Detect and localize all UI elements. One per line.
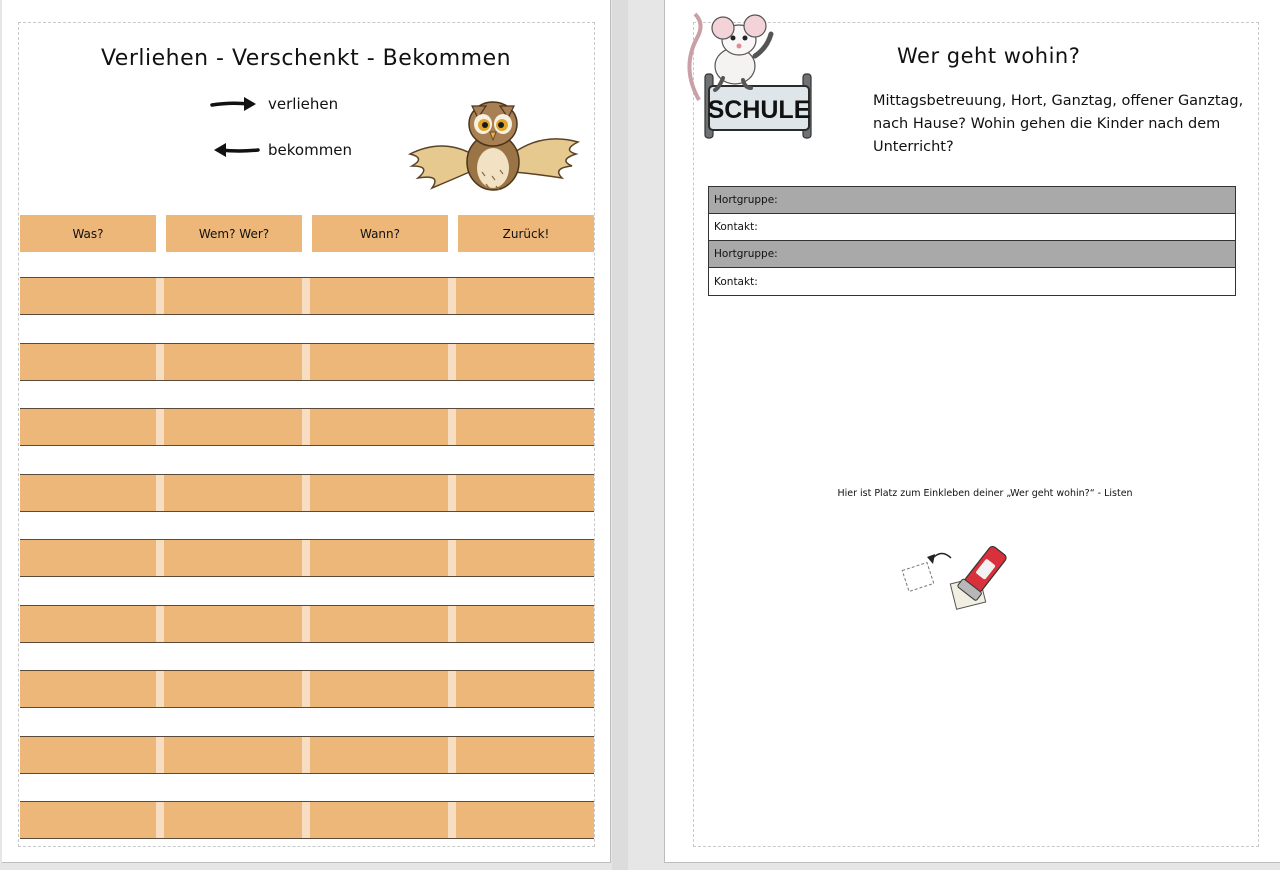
contact-row-group: Hortgruppe: <box>709 241 1235 268</box>
column-divider <box>156 540 164 576</box>
table-row[interactable] <box>20 736 594 774</box>
page-title: Wer geht wohin? <box>897 44 1081 68</box>
column-header-returned: Zurück! <box>458 215 594 252</box>
column-divider <box>448 802 456 838</box>
column-divider <box>156 737 164 773</box>
table-row[interactable] <box>20 801 594 839</box>
page-gap <box>612 0 628 870</box>
column-divider <box>156 802 164 838</box>
column-divider <box>302 606 310 642</box>
column-divider <box>302 409 310 445</box>
contact-row-contact: Kontakt: <box>714 275 758 288</box>
legend-lent-label: verliehen <box>268 95 339 113</box>
column-divider <box>156 344 164 380</box>
table-row[interactable] <box>20 605 594 643</box>
table-row[interactable] <box>20 474 594 512</box>
column-divider <box>302 475 310 511</box>
column-divider <box>448 409 456 445</box>
column-divider <box>448 344 456 380</box>
sign-text: SCHULE <box>707 96 811 124</box>
column-divider <box>302 737 310 773</box>
column-divider <box>448 475 456 511</box>
legend-received <box>210 138 352 162</box>
mouse-school-sign-illustration <box>675 8 825 148</box>
glue-stick-icon <box>897 540 1017 620</box>
column-divider <box>448 540 456 576</box>
column-divider <box>448 737 456 773</box>
column-divider <box>156 475 164 511</box>
column-divider <box>302 671 310 707</box>
table-row[interactable] <box>20 343 594 381</box>
glue-note: Hier ist Platz zum Einkleben deiner „Wer geht wohin?“ - Listen <box>837 488 1133 499</box>
column-divider <box>448 278 456 314</box>
intro-text: Mittagsbetreuung, Hort, Ganztag, offener Ganztag, nach Hause? Wohin gehen die Kinder nach dem Unterricht? <box>873 93 1244 155</box>
arrow-left-icon <box>210 140 260 160</box>
worksheet-page-who-goes-where <box>664 0 1280 863</box>
column-divider <box>302 540 310 576</box>
contact-table <box>708 186 1236 296</box>
legend-received-label: bekommen <box>268 141 353 159</box>
contact-row-group: Hortgruppe: <box>709 187 1235 214</box>
column-divider <box>156 409 164 445</box>
column-divider <box>302 344 310 380</box>
arrow-right-icon <box>210 94 260 114</box>
column-divider <box>448 606 456 642</box>
table-row[interactable] <box>20 408 594 446</box>
column-divider <box>156 671 164 707</box>
worksheet-page-lending <box>2 0 611 863</box>
table-row[interactable] <box>20 277 594 315</box>
table-row[interactable] <box>20 670 594 708</box>
column-divider <box>302 802 310 838</box>
column-divider <box>156 278 164 314</box>
owl-illustration <box>402 92 582 202</box>
column-divider <box>156 606 164 642</box>
column-header-whom: Wem? Wer? <box>166 215 302 252</box>
table-row[interactable] <box>20 539 594 577</box>
column-divider <box>302 278 310 314</box>
page-title: Verliehen - Verschenkt - Bekommen <box>100 46 512 71</box>
legend-lent <box>210 92 338 116</box>
contact-row-contact: Kontakt: <box>709 214 1235 241</box>
column-header-when: Wann? <box>312 215 448 252</box>
column-header-what: Was? <box>20 215 156 252</box>
column-divider <box>448 671 456 707</box>
